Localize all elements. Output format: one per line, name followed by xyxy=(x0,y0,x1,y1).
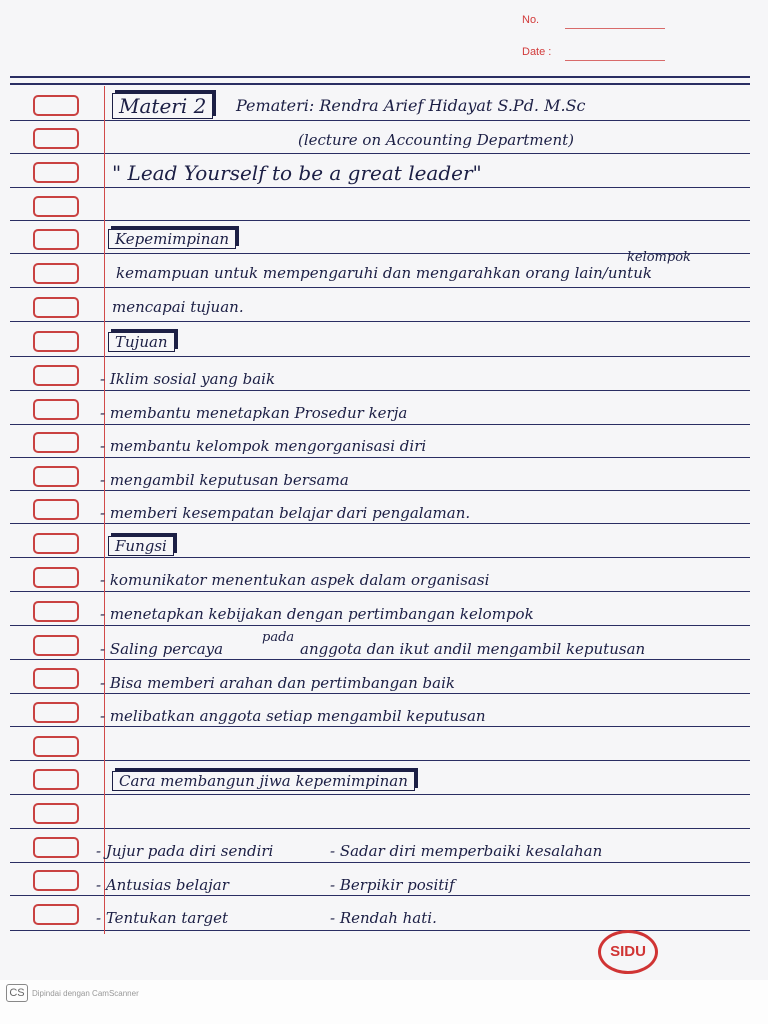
cara-right-item: - Berpikir positif xyxy=(330,876,455,894)
cara-right-item: - Sadar diri memperbaiki kesalahan xyxy=(330,842,603,860)
ruled-line xyxy=(10,557,750,558)
fungsi-item-rest: anggota dan ikut andil mengambil keputusan xyxy=(300,640,646,658)
margin-checkbox xyxy=(33,635,79,656)
ruled-line xyxy=(10,390,750,391)
margin-checkbox xyxy=(33,904,79,925)
definition-line-2: mencapai tujuan. xyxy=(112,298,244,316)
materi-label: Materi 2 xyxy=(112,93,213,119)
ruled-line xyxy=(10,457,750,458)
margin-checkbox xyxy=(33,736,79,757)
date-line xyxy=(565,60,665,61)
margin-checkbox xyxy=(33,533,79,554)
cara-heading: Cara membangun jiwa kepemimpinan xyxy=(112,771,415,791)
ruled-line xyxy=(10,794,750,795)
cara-left-item: - Antusias belajar xyxy=(96,876,229,894)
definition-line-1: kemampuan untuk mempengaruhi dan mengarahkan orang lain/untuk xyxy=(116,264,652,282)
margin-checkbox xyxy=(33,128,79,149)
margin-checkbox xyxy=(33,803,79,824)
margin-checkbox xyxy=(33,365,79,386)
ruled-line xyxy=(10,659,750,660)
fungsi-item-insert: pada xyxy=(262,630,295,645)
no-label: No. xyxy=(522,14,540,26)
margin-checkbox xyxy=(33,870,79,891)
ruled-line xyxy=(10,287,750,288)
margin-checkbox xyxy=(33,601,79,622)
tujuan-item: - Iklim sosial yang baik xyxy=(100,370,276,388)
topic-title: " Lead Yourself to be a great leader" xyxy=(112,161,482,185)
ruled-line xyxy=(10,424,750,425)
fungsi-item: - Saling percaya xyxy=(100,640,224,658)
fungsi-item: - komunikator menentukan aspek dalam organisasi xyxy=(100,571,490,589)
ruled-line xyxy=(10,726,750,727)
brand-logo: SIDU xyxy=(598,930,658,974)
fungsi-item: - menetapkan kebijakan dengan pertimbangan kelompok xyxy=(100,605,534,623)
scanner-watermark: Dipindai dengan CamScanner xyxy=(32,989,139,998)
fungsi-item: - Bisa memberi arahan dan pertimbangan baik xyxy=(100,674,455,692)
no-line xyxy=(565,28,665,29)
ruled-line xyxy=(10,895,750,896)
tujuan-item: - memberi kesempatan belajar dari pengalaman. xyxy=(100,504,471,522)
margin-checkbox xyxy=(33,399,79,420)
cara-right-item: - Rendah hati. xyxy=(330,909,437,927)
camscanner-badge: CS xyxy=(6,984,28,1002)
ruled-line xyxy=(10,862,750,863)
lecture-note: (lecture on Accounting Department) xyxy=(298,131,575,149)
margin-checkbox xyxy=(33,702,79,723)
ruled-line xyxy=(10,828,750,829)
tujuan-item: - membantu menetapkan Prosedur kerja xyxy=(100,404,408,422)
margin-checkbox xyxy=(33,837,79,858)
ruled-line xyxy=(10,693,750,694)
ruled-line xyxy=(10,187,750,188)
margin-checkbox xyxy=(33,466,79,487)
margin-checkbox xyxy=(33,297,79,318)
tujuan-heading: Tujuan xyxy=(108,332,175,352)
margin-checkbox xyxy=(33,162,79,183)
fungsi-item: - melibatkan anggota setiap mengambil keputusan xyxy=(100,707,486,725)
ruled-line xyxy=(10,120,750,121)
date-label: Date : xyxy=(522,46,552,58)
margin-checkbox xyxy=(33,229,79,250)
ruled-line xyxy=(10,321,750,322)
ruled-line xyxy=(10,490,750,491)
ruled-line xyxy=(10,220,750,221)
definition-insert: kelompok xyxy=(627,250,691,265)
cara-left-item: - Tentukan target xyxy=(96,909,229,927)
ruled-line xyxy=(10,760,750,761)
ruled-line xyxy=(10,356,750,357)
ruled-line xyxy=(10,591,750,592)
kepemimpinan-heading: Kepemimpinan xyxy=(108,229,236,249)
margin-checkbox xyxy=(33,95,79,116)
ruled-line xyxy=(10,523,750,524)
margin-checkbox xyxy=(33,499,79,520)
margin-checkbox xyxy=(33,668,79,689)
ruled-line xyxy=(10,153,750,154)
margin-checkbox xyxy=(33,567,79,588)
fungsi-heading: Fungsi xyxy=(108,536,174,556)
tujuan-item: - mengambil keputusan bersama xyxy=(100,471,349,489)
margin-checkbox xyxy=(33,331,79,352)
top-rule xyxy=(10,76,750,78)
tujuan-item: - membantu kelompok mengorganisasi diri xyxy=(100,437,427,455)
margin-checkbox xyxy=(33,263,79,284)
speaker-line: Pemateri: Rendra Arief Hidayat S.Pd. M.Sc xyxy=(236,96,586,115)
cara-left-item: - Jujur pada diri sendiri xyxy=(96,842,274,860)
top-rule xyxy=(10,83,750,85)
margin-checkbox xyxy=(33,196,79,217)
ruled-line xyxy=(10,625,750,626)
margin-checkbox xyxy=(33,432,79,453)
margin-checkbox xyxy=(33,769,79,790)
